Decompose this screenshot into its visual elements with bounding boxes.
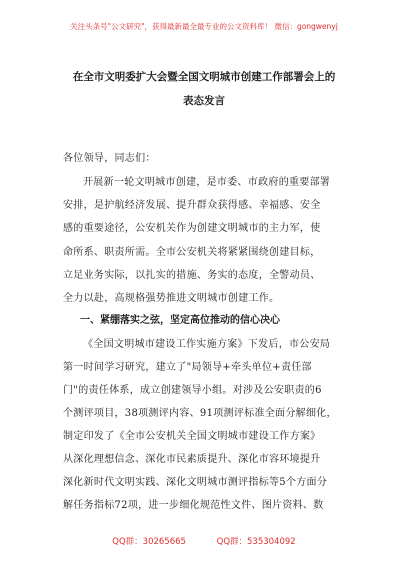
paragraph-line: 感的重要途径，公安机关作为创建文明城市的主力军，使	[63, 223, 321, 234]
paragraph-line: 门"的责任体系，成立创建领导小组。对涉及公安职责的6	[63, 385, 322, 396]
footer-qq-group-2: QQ群：535304092	[216, 537, 296, 547]
paragraph-line: 深化新时代文明实践、深化文明城市测评指标等5个方面分	[63, 477, 328, 488]
paragraph-line: 制定印发了《全市公安机关全国文明城市建设工作方案》	[63, 431, 321, 442]
footer-contacts	[0, 535, 408, 547]
paragraph-line: 从深化理想信念、深化市民素质提升、深化市容环境提升	[63, 454, 321, 465]
paragraph-line: 全力以赴，高规格强势推进文明城市创建工作。	[63, 293, 280, 304]
footer-qq-group-1: QQ群：30265665	[112, 537, 186, 547]
salutation: 各位领导，同志们：	[63, 153, 156, 164]
paragraph-line: 立足业务实际，以扎实的措施、务实的态度，全警动员、	[63, 270, 321, 281]
paragraph-line: 个测评项目，38项测评内容、91项测评标准全面分解细化，	[63, 408, 337, 419]
section-heading: 一、紧绷落实之弦，坚定高位推动的信心决心	[80, 315, 280, 326]
paragraph-line: 命所系、职责所需。全市公安机关将紧紧围绕创建目标，	[63, 247, 321, 258]
top-banner: 关注头条号"公文研究"，获得最新最全最专业的公文资料库！ 微信：gongwenyj	[70, 22, 338, 31]
paragraph-line: 《全国文明城市建设工作实施方案》下发后，市公安局	[83, 339, 331, 350]
paragraph-line: 安排，是护航经济发展、提升群众获得感、幸福感、安全	[63, 200, 321, 211]
document-title-line2: 表态发言	[183, 95, 225, 107]
paragraph-line: 第一时间学习研究，建立了"局领导+牵头单位+责任部	[63, 362, 312, 373]
paragraph-line: 开展新一轮文明城市创建，是市委、市政府的重要部署	[83, 177, 331, 188]
paragraph-line: 解任务指标72项，进一步细化规范性文件、图片资料、数	[63, 500, 324, 511]
document-title: 在全市文明委扩大会暨全国文明城市创建工作部署会上的	[72, 71, 336, 83]
